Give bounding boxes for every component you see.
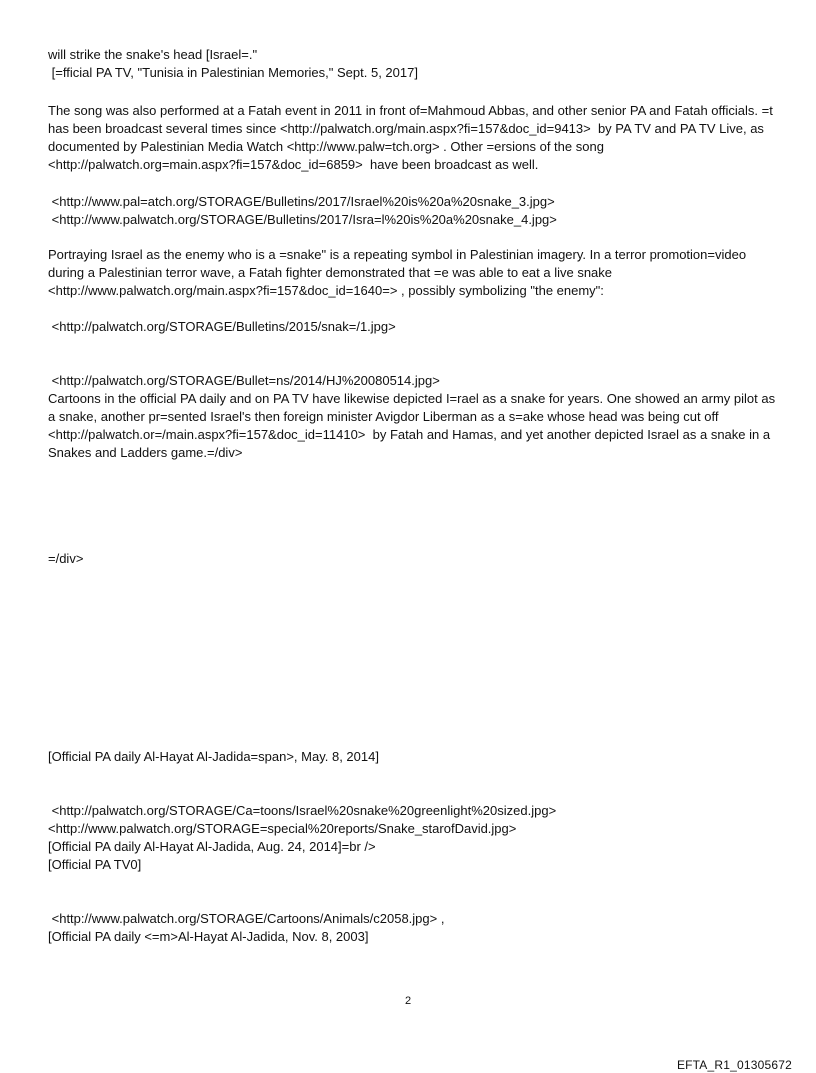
text-block-image-links: <http://www.pal=atch.org/STORAGE/Bulletins/2017/Israel%20is%20a%20snake_3.jpg> <http://www.palwatch.org/STORAGE/Bulletins/2017/Isra=l%20is%20a%20snake_4.jpg>	[51, 194, 557, 227]
text-block-caption-may-2014: [Official PA daily Al-Hayat Al-Jadida=span>, May. 8, 2014]	[48, 749, 379, 764]
text-block-caption-nov-2003: <http://www.palwatch.org/STORAGE/Cartoons/Animals/c2058.jpg> , [Official PA daily <=m>Al-Hayat Al-Jadida, Nov. 8, 2003]	[48, 911, 445, 944]
text-block-cartoons: <http://palwatch.org/STORAGE/Bullet=ns/2014/HJ%20080514.jpg> Cartoons in the official PA daily and on PA TV have likewise depicted I=rael as a snake for years. One showed an army pilot as a snake, another pr=sented Israel's then foreign minister Avigdor Liberman as a s=ake whose head was being cut off <http://palwatch.or=/main.aspx?fi=157&doc_id=11410> by Fatah and Hamas, and yet another depicted Israel as a snake in a Snakes and Ladders game.=/div>	[48, 373, 776, 460]
text-block-caption-aug-2014: <http://palwatch.org/STORAGE/Ca=toons/Israel%20snake%20greenlight%20sized.jpg> <http://www.palwatch.org/STORAGE=special%20reports/Snake_starofDavid.jpg> [Official PA daily Al-Hayat Al-Jadida, Aug. 24, 2014]=br /> [Official PA TV0]	[48, 803, 557, 872]
page-number: 2	[404, 995, 412, 1007]
document-id-footer: EFTA_R1_01305672	[676, 1058, 792, 1072]
text-block-song-performance: The song was also performed at a Fatah event in 2011 in front of=Mahmoud Abbas, and other senior PA and Fatah officials. =t has been broadcast several times since <http://palwatch.org/main.aspx?fi=157&doc_id=9413> by PA TV and PA TV Live, as documented by Palestinian Media Watch <http://www.palw=tch.org> . Other =ersions of the song <http://palwatch.org=main.aspx?fi=157&doc_id=6859> have been broadcast as well.	[48, 103, 777, 172]
text-block-snake-symbol: Portraying Israel as the enemy who is a =snake" is a repeating symbol in Palestinian imagery. In a terror promotion=video during a Palestinian terror wave, a Fatah fighter demonstrated that =e was able to eat a live snake <http://www.palwatch.org/main.aspx?fi=157&doc_id=1640=> , possibly symbolizing "the enemy":	[48, 247, 750, 298]
text-block-div-close: =/div>	[48, 551, 84, 566]
text-block-snake-image-link: <http://palwatch.org/STORAGE/Bulletins/2015/snak=/1.jpg>	[48, 319, 396, 334]
text-block-quote-end: will strike the snake's head [Israel=." [=fficial PA TV, "Tunisia in Palestinian Memories," Sept. 5, 2017]	[48, 47, 418, 80]
